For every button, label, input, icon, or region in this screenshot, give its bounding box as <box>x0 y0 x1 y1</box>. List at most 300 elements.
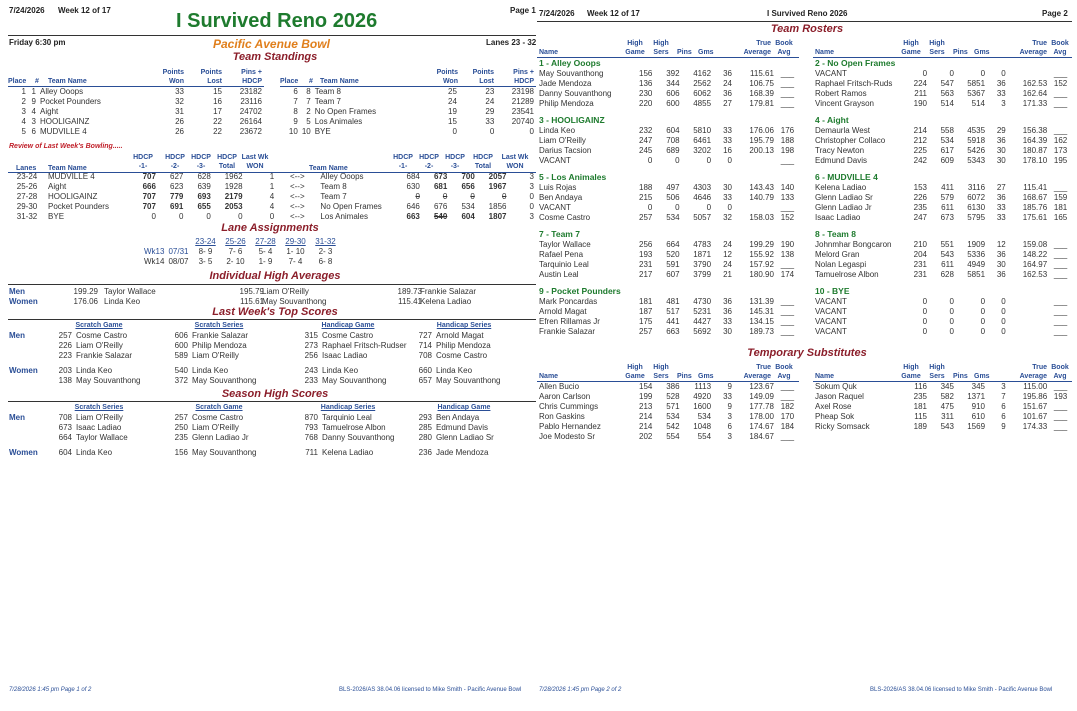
roster-cell: Jade Mendoza <box>539 79 592 88</box>
roster-col-book-avg: Book Avg <box>1051 364 1069 380</box>
review-cell: 707 <box>142 172 156 181</box>
roster-row <box>537 307 799 317</box>
roster-cell: 6 <box>1001 412 1006 421</box>
roster-cell: 33 <box>996 213 1006 222</box>
review-cell: 540 <box>433 212 448 221</box>
roster-cell: 214 <box>639 422 653 431</box>
roster-row <box>537 99 799 109</box>
roster-cell: 176 <box>780 126 795 135</box>
roster-cell: VACANT <box>815 69 847 78</box>
roster-cell: 36 <box>996 193 1006 202</box>
score-value: 203 <box>58 366 72 375</box>
roster-table <box>537 297 799 337</box>
roster-cell: 33 <box>723 136 732 145</box>
roster-table <box>813 183 1072 223</box>
roster-row <box>537 327 799 337</box>
roster-cell: 247 <box>913 213 928 222</box>
review-cell: 663 <box>406 212 420 221</box>
roster-row <box>813 327 1072 337</box>
roster-cell <box>734 203 776 213</box>
roster-row <box>537 260 799 270</box>
roster-cell: 7 <box>1001 392 1006 401</box>
roster-table <box>537 183 799 223</box>
standings-cell: HOOLIGAINZ <box>40 117 90 126</box>
score-name: Linda Keo <box>192 366 229 375</box>
roster-team-name: 4 - Aight <box>815 115 849 125</box>
roster-row <box>813 69 1072 79</box>
score-value: 293 <box>418 413 432 422</box>
roster-cell: 33 <box>723 392 732 401</box>
col-num-2: # <box>309 78 313 85</box>
review-cell: 655 <box>197 202 211 211</box>
roster-team-name: 9 - Pocket Pounders <box>539 286 621 296</box>
roster-row <box>537 297 799 307</box>
roster-row <box>813 146 1072 156</box>
standings-cell: 32 <box>175 97 184 106</box>
roster-cell: 611 <box>941 260 954 269</box>
roster-cell: ___ <box>1053 402 1068 411</box>
roster-cell: 6461 <box>693 136 712 145</box>
roster-row <box>813 250 1072 260</box>
standings-cell: 10 <box>301 127 311 136</box>
standings-cell: Los Animales <box>314 117 363 126</box>
roster-cell: 534 <box>666 412 680 421</box>
score-name: Liam O'Reilly <box>192 423 239 432</box>
roster-row <box>537 392 799 402</box>
roster-cell: ___ <box>1053 69 1068 78</box>
standings-cell: 25 <box>448 87 457 96</box>
review-cell: 0 <box>238 212 243 221</box>
lane-cell: 3- 5 <box>198 257 213 266</box>
score-col-header: Handicap Game <box>321 322 375 329</box>
roster-cell: Austin Leal <box>539 270 579 279</box>
review-cell: 1967 <box>488 182 507 191</box>
roster-cell: 24 <box>723 79 732 88</box>
roster-cell: 534 <box>697 412 712 421</box>
roster-cell: 12 <box>723 250 732 259</box>
avg-name: Liam O'Reilly <box>262 287 309 296</box>
report-date-2: 7/24/2026 <box>539 9 575 18</box>
roster-cell: ___ <box>780 203 795 212</box>
roster-cell: 0 <box>922 69 928 78</box>
standings-cell: 1 <box>31 87 36 96</box>
roster-cell: Mark Poncardas <box>539 297 598 306</box>
review-col-header: Last Wk WON <box>501 154 529 170</box>
roster-cell: 153 <box>913 183 928 192</box>
roster-col-gms: Gms <box>974 49 990 56</box>
roster-cell: 211 <box>914 89 928 98</box>
roster-cell: 0 <box>1001 69 1006 78</box>
roster-cell: 32 <box>723 213 732 222</box>
roster-cell: Linda Keo <box>539 126 576 135</box>
review-cell: 0 <box>442 192 448 201</box>
score-value: 138 <box>58 376 72 385</box>
roster-cell: ___ <box>1053 422 1068 431</box>
roster-cell: 162.53 <box>1022 270 1048 279</box>
roster-cell: ___ <box>780 307 795 316</box>
score-value: 768 <box>304 433 318 442</box>
roster-cell: Efren Rillamas Jr <box>539 317 600 326</box>
roster-cell: 3 <box>727 432 732 441</box>
standings-row <box>280 127 536 137</box>
roster-cell: 475 <box>940 402 954 411</box>
roster-cell: 202 <box>639 432 653 441</box>
roster-cell: 188 <box>780 136 795 145</box>
roster-cell: ___ <box>780 89 795 98</box>
roster-cell: Cosme Castro <box>539 213 591 222</box>
review-col-header: HDCP -2- <box>165 154 185 170</box>
roster-cell: 0 <box>675 156 680 165</box>
review-cell: 4 <box>269 202 275 211</box>
roster-cell: 115.41 <box>1023 183 1048 192</box>
roster-cell: ___ <box>780 69 795 78</box>
roster-row <box>813 270 1072 280</box>
roster-cell: 30 <box>996 156 1006 165</box>
roster-cell: 3116 <box>967 183 986 192</box>
review-row <box>8 212 536 222</box>
standings-cell: 29 <box>485 107 495 116</box>
roster-row <box>813 260 1072 270</box>
review-cell: 623 <box>170 182 184 191</box>
lane-header: 25-26 <box>225 237 246 246</box>
score-name: Cosme Castro <box>436 351 488 360</box>
roster-cell: 4535 <box>967 126 986 135</box>
standings-cell: 23541 <box>511 107 534 116</box>
roster-cell: 689 <box>666 146 680 155</box>
roster-cell: 33 <box>996 89 1006 98</box>
roster-row <box>813 156 1072 166</box>
score-name: Liam O'Reilly <box>76 341 123 350</box>
roster-cell: ___ <box>1053 327 1068 336</box>
standings-cell: 26 <box>175 117 184 126</box>
score-col-header: Handicap Game <box>437 404 491 411</box>
roster-cell: 174.67 <box>749 422 774 431</box>
roster-cell: 33 <box>996 203 1006 212</box>
review-cell: 0 <box>502 192 507 201</box>
roster-cell: 4303 <box>693 183 712 192</box>
score-name: Liam O'Reilly <box>76 413 123 422</box>
review-col-lanes: Lanes <box>16 165 37 172</box>
roster-cell: 528 <box>666 392 680 401</box>
roster-row <box>813 240 1072 250</box>
roster-cell: ___ <box>780 260 795 269</box>
roster-cell: Ben Andaya <box>539 193 583 202</box>
roster-cell: Jason Raquel <box>815 392 864 401</box>
score-name: Kelena Ladiao <box>322 448 374 457</box>
roster-cell: Melord Gran <box>815 250 860 259</box>
standings-cell: No Open Frames <box>314 107 377 116</box>
score-name: Liam O'Reilly <box>192 351 239 360</box>
roster-col-true-avg: True Average <box>1019 40 1047 56</box>
roster-cell: 36 <box>996 136 1006 145</box>
score-name: Glenn Ladiao Jr <box>192 433 249 442</box>
roster-cell: 497 <box>666 183 680 192</box>
lane-blank <box>142 237 166 247</box>
roster-cell: 0 <box>1001 307 1006 316</box>
roster-cell: 9 <box>727 402 732 411</box>
score-value: 657 <box>418 376 432 385</box>
roster-col-pins: Pins <box>677 373 692 380</box>
standings-cell: 17 <box>213 107 222 116</box>
roster-cell: 247 <box>639 136 653 145</box>
roster-cell: 190 <box>913 99 928 108</box>
roster-row <box>537 270 799 280</box>
roster-cell: 36 <box>723 69 732 78</box>
roster-cell: Tarquinio Leal <box>539 260 589 269</box>
col-points-won: Points Won <box>162 69 184 85</box>
roster-cell: ___ <box>1053 99 1068 108</box>
roster-cell: 708 <box>666 136 680 145</box>
roster-cell: 174.33 <box>1022 422 1048 431</box>
roster-col-name: Name <box>539 373 559 380</box>
roster-cell: 9 <box>1001 422 1006 431</box>
review-title: Review of Last Week's Bowling..... <box>9 143 123 150</box>
standings-cell: 23 <box>485 87 495 96</box>
men-label: Men <box>9 331 25 340</box>
roster-cell: 551 <box>940 240 954 249</box>
score-value: 156 <box>174 448 188 457</box>
roster-cell: 0 <box>922 317 928 326</box>
review-col-header: HDCP Total <box>217 154 237 170</box>
standings-row <box>8 87 264 97</box>
roster-table <box>537 240 799 280</box>
roster-cell: Glenn Ladiao Jr <box>815 203 872 212</box>
score-name: Philip Mendoza <box>192 341 247 350</box>
roster-cell: 200.13 <box>749 146 774 155</box>
roster-cell: 6062 <box>693 89 712 98</box>
roster-cell: 33 <box>723 126 732 135</box>
roster-col-name: Name <box>539 49 559 56</box>
roster-cell: 131.39 <box>749 297 774 306</box>
roster-row <box>537 422 799 432</box>
roster-cell: Darius Tacsion <box>539 146 592 155</box>
roster-cell: 5851 <box>967 270 986 279</box>
roster-cell: 177.78 <box>749 402 774 411</box>
roster-team-name: 8 - Team 8 <box>815 229 856 239</box>
standings-row <box>8 97 264 107</box>
standings-title: Team Standings <box>232 51 318 63</box>
roster-cell: 149.09 <box>749 392 774 401</box>
standings-cell: 4 <box>31 107 36 116</box>
roster-cell: 1871 <box>693 250 712 259</box>
roster-cell: 628 <box>940 270 954 279</box>
roster-cell: Aaron Carlson <box>539 392 591 401</box>
standings-cell: Alley Ooops <box>40 87 84 96</box>
roster-cell: 311 <box>941 412 954 421</box>
lane-cell: 8- 9 <box>198 247 213 256</box>
standings-cell: 20740 <box>511 117 534 126</box>
lane-cell: 7- 4 <box>288 257 303 266</box>
avg-score: 115.41 <box>398 297 422 306</box>
roster-row <box>813 317 1072 327</box>
page-number-2: Page 2 <box>1042 9 1068 18</box>
review-cell: Team 7 <box>320 192 347 201</box>
roster-cell: 154 <box>639 382 653 391</box>
roster-team-name: 5 - Los Animales <box>539 172 607 182</box>
review-cell: 693 <box>197 192 211 201</box>
roster-cell: 256 <box>639 240 653 249</box>
roster-cell: 195.79 <box>749 136 774 145</box>
roster-cell: 116 <box>914 382 928 391</box>
roster-cell: 611 <box>941 203 954 212</box>
roster-cell: Edmund Davis <box>815 156 868 165</box>
roster-cell: 164.97 <box>1022 260 1048 269</box>
roster-cell: ___ <box>1053 250 1068 259</box>
score-name: May Souvanthong <box>192 448 257 457</box>
page-number: Page 1 <box>510 6 536 15</box>
roster-cell: 224 <box>913 79 928 88</box>
score-col-header: Scratch Game <box>195 404 243 411</box>
review-cell: 2179 <box>224 192 243 201</box>
roster-cell: 232 <box>639 126 653 135</box>
roster-cell: 173 <box>1053 146 1068 155</box>
review-cell: 656 <box>461 182 475 191</box>
review-cell: 627 <box>170 172 184 181</box>
score-value: 372 <box>174 376 188 385</box>
roster-cell: 0 <box>922 327 928 336</box>
roster-cell: 1909 <box>967 240 986 249</box>
standings-cell: 8 <box>306 87 311 96</box>
standings-cell: 2 <box>21 97 26 106</box>
roster-cell: 193 <box>1053 392 1068 401</box>
standings-cell: 24702 <box>239 107 262 116</box>
standings-cell: 9 <box>31 97 36 106</box>
roster-cell: 617 <box>940 146 954 155</box>
roster-cell: 9 <box>727 382 732 391</box>
review-cell: <--> <box>289 212 305 221</box>
roster-cell: ___ <box>780 156 795 165</box>
score-name: Tamuelrose Albon <box>322 423 386 432</box>
review-cell: 0 <box>178 212 184 221</box>
roster-cell: Pheap Sok <box>815 412 855 421</box>
roster-cell: 140 <box>780 183 795 192</box>
roster-cell: 6 <box>1001 402 1006 411</box>
roster-col-gms: Gms <box>974 373 990 380</box>
score-value: 273 <box>304 341 318 350</box>
roster-cell: Joe Modesto Sr <box>539 432 596 441</box>
week-label: Week 12 of 17 <box>58 6 111 15</box>
roster-cell: 3790 <box>693 260 712 269</box>
review-cell: MUDVILLE 4 <box>48 172 95 181</box>
roster-cell: 152 <box>1053 79 1068 88</box>
lane-cell: 08/07 <box>168 257 189 266</box>
roster-cell: 36 <box>996 79 1006 88</box>
review-cell: 0 <box>529 202 534 211</box>
roster-col-header: High Sers <box>929 40 945 56</box>
roster-cell: 392 <box>666 69 680 78</box>
standings-cell: Pocket Pounders <box>40 97 101 106</box>
score-name: Philip Mendoza <box>436 341 491 350</box>
score-value: 793 <box>304 423 318 432</box>
lanes-label: Lanes 23 - 32 <box>486 38 537 47</box>
season-title: Season High Scores <box>221 388 329 400</box>
roster-cell: 5692 <box>693 327 712 336</box>
roster-cell: 12 <box>996 240 1006 249</box>
roster-cell: 225 <box>913 146 928 155</box>
roster-cell: 151.67 <box>1022 402 1048 411</box>
review-cell: 2053 <box>224 202 243 211</box>
review-cell: 646 <box>406 202 420 211</box>
standings-cell: 0 <box>529 127 534 136</box>
standings-cell: 24 <box>485 97 495 106</box>
lane-cell: 7- 6 <box>228 247 243 256</box>
review-cell: 666 <box>142 182 156 191</box>
roster-cell: 514 <box>940 99 954 108</box>
standings-cell: 5 <box>21 127 26 136</box>
roster-cell: Kelena Ladiao <box>815 183 867 192</box>
roster-cell: ___ <box>1053 260 1068 269</box>
review-row <box>8 182 536 192</box>
roster-cell: 3202 <box>693 146 712 155</box>
roster-row <box>537 317 799 327</box>
roster-row <box>813 213 1072 223</box>
standings-cell: 0 <box>489 127 495 136</box>
roster-cell: 5057 <box>693 213 712 222</box>
review-cell: 628 <box>197 172 211 181</box>
lane-cell: 5- 4 <box>258 247 273 256</box>
roster-cell: 4427 <box>693 317 712 326</box>
score-name: May Souvanthong <box>76 376 141 385</box>
roster-cell: 0 <box>1001 297 1006 306</box>
roster-cell: 257 <box>639 327 653 336</box>
score-name: Frankie Salazar <box>76 351 133 360</box>
review-cell: 31-32 <box>16 212 38 221</box>
roster-table <box>537 126 799 166</box>
footer-left-2: 7/28/2026 1:45 pm Page 2 of 2 <box>539 687 622 693</box>
review-col-header: HDCP -1- <box>393 154 413 170</box>
review-cell: <--> <box>289 202 305 211</box>
lane-cell: 07/31 <box>168 247 189 256</box>
review-cell: 673 <box>433 172 448 181</box>
roster-cell: 4730 <box>693 297 712 306</box>
roster-col-gms: Gms <box>698 49 714 56</box>
roster-cell: Raphael Fritsch-Ruds <box>815 79 893 88</box>
roster-cell: 0 <box>727 156 732 165</box>
roster-row <box>813 422 1072 432</box>
col-place-2: Place <box>280 78 299 85</box>
col-team: Team Name <box>48 78 87 85</box>
roster-cell: 664 <box>666 240 680 249</box>
roster-cell: 6 <box>727 422 732 431</box>
lane-cell: 1- 9 <box>258 257 273 266</box>
roster-cell: 5231 <box>693 307 712 316</box>
roster-cell: 24 <box>723 260 732 269</box>
roster-cell: 231 <box>913 270 928 279</box>
score-name: Arnold Magat <box>436 331 484 340</box>
review-cell: 0 <box>151 212 156 221</box>
roster-cell: 0 <box>922 297 928 306</box>
score-name: Tarquinio Leal <box>322 413 372 422</box>
roster-row <box>537 89 799 99</box>
standings-cell: 22 <box>213 127 222 136</box>
standings-cell: Team 7 <box>314 97 341 106</box>
roster-cell: 140.79 <box>749 193 774 202</box>
roster-cell: 27 <box>996 183 1006 192</box>
review-cell: 707 <box>142 192 156 201</box>
roster-cell: 156.38 <box>1022 126 1048 135</box>
roster-cell: 910 <box>971 402 986 411</box>
roster-cell: 0 <box>647 156 653 165</box>
score-value: 257 <box>58 331 72 340</box>
roster-cell: 185.76 <box>1022 203 1048 212</box>
roster-row <box>813 89 1072 99</box>
roster-row <box>537 402 799 412</box>
roster-cell: 4783 <box>693 240 712 249</box>
roster-cell: 115 <box>914 412 928 421</box>
roster-cell: 534 <box>666 213 680 222</box>
roster-cell: 155.92 <box>749 250 774 259</box>
roster-col-name: Name <box>815 373 835 380</box>
